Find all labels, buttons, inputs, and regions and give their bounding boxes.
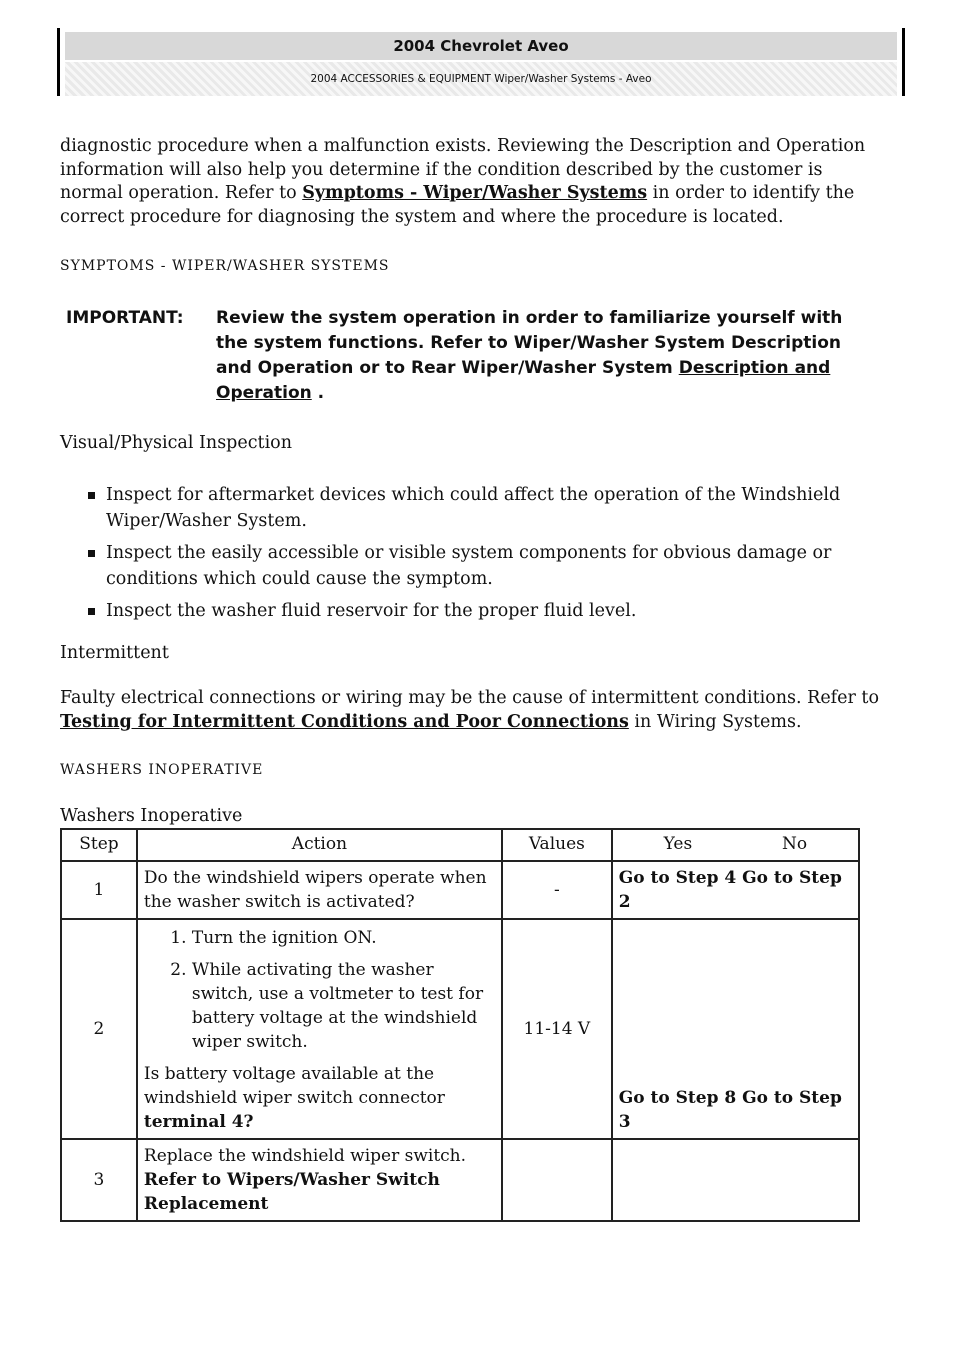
symptoms-heading: SYMPTOMS - WIPER/WASHER SYSTEMS (60, 258, 390, 274)
action-steps (144, 926, 495, 1054)
values-cell (502, 1139, 612, 1221)
action-cell (137, 919, 502, 1139)
header-step: Step (61, 829, 137, 861)
header-subtitle: 2004 ACCESSORIES & EQUIPMENT Wiper/Washer Systems - Aveo (65, 62, 897, 96)
bullet-icon (88, 608, 95, 615)
description-operation-link[interactable]: Description and Operation (216, 358, 831, 403)
list-item-text: Inspect for aftermarket devices which could affect the operation of the Windshield Wiper/Washer System. (106, 485, 841, 531)
header-action: Action (137, 829, 502, 861)
header-values: Values (502, 829, 612, 861)
action-cell (137, 1139, 502, 1221)
intermittent-text: Faulty electrical connections or wiring may be the cause of intermittent conditions. Refer to (60, 688, 880, 708)
step-number: 3 (61, 1139, 137, 1221)
testing-intermittent-link[interactable]: Testing for Intermittent Conditions and Poor Connections (60, 711, 629, 732)
important-label: IMPORTANT: (66, 308, 184, 328)
important-text (216, 306, 866, 406)
switch-replacement-link[interactable]: Refer to Wipers/Washer Switch Replacement (143, 1170, 440, 1214)
action-question-terminal: terminal 4? (143, 1112, 254, 1132)
inspection-list (60, 482, 880, 630)
list-item (60, 482, 880, 534)
values-cell: - (502, 861, 612, 919)
table-row (61, 1139, 859, 1221)
list-item (60, 598, 880, 624)
action-question: Is battery voltage available at the windshield wiper switch connector (143, 1064, 445, 1108)
intro-text: diagnostic procedure when a malfunction exists. Reviewing the Description and Operation information will also help you determine if the condition described by the customer is normal operation. Refer to (60, 136, 866, 203)
action-cell: Do the windshield wipers operate when the washer switch is activated? (137, 861, 502, 919)
intermittent-heading: Intermittent (60, 643, 169, 663)
diagnostic-table (60, 828, 860, 1222)
table-caption: Washers Inoperative (60, 806, 243, 826)
action-text: Replace the windshield wiper switch. (143, 1146, 467, 1166)
intro-paragraph (60, 135, 890, 229)
important-end: . (317, 383, 325, 403)
intro-text-end: in order to identify the correct procedure for diagnosing the system and where the procedure is located. (60, 183, 855, 227)
washers-inoperative-heading: WASHERS INOPERATIVE (60, 762, 264, 778)
list-item (60, 540, 880, 592)
header-no: No (781, 834, 808, 854)
result-link[interactable]: Go to Step 8 Go to Step 3 (612, 919, 859, 1139)
intermittent-end: in Wiring Systems. (628, 711, 802, 732)
action-step: 1. Turn the ignition ON. (192, 926, 495, 950)
header-left-rule (57, 28, 60, 96)
table-header-row (61, 829, 859, 861)
step-number: 1 (61, 861, 137, 919)
intermittent-paragraph (60, 687, 890, 734)
symptoms-link[interactable]: Symptoms - Wiper/Washer Systems (302, 183, 648, 203)
table-row (61, 861, 859, 919)
bullet-icon (88, 550, 95, 557)
visual-inspection-heading: Visual/Physical Inspection (60, 433, 292, 453)
page-header (57, 28, 905, 96)
header-title: 2004 Chevrolet Aveo (65, 32, 897, 60)
header-yes-no (612, 829, 859, 861)
step-number: 2 (61, 919, 137, 1139)
header-right-rule (902, 28, 905, 96)
result-cell (612, 1139, 859, 1221)
table-row (61, 919, 859, 1139)
important-body: Review the system operation in order to familiarize yourself with the system functions. Refer to Wiper/Washer System Description and Operation or to Rear Wiper/Washer System (216, 308, 843, 378)
list-item-text: Inspect the washer fluid reservoir for the proper fluid level. (106, 601, 637, 621)
header-yes: Yes (663, 834, 693, 854)
result-link[interactable]: Go to Step 4 Go to Step 2 (612, 861, 859, 919)
action-step: 2. While activating the washer switch, use a voltmeter to test for battery voltage at the windshield wiper switch. (192, 958, 495, 1054)
values-cell: 11-14 V (502, 919, 612, 1139)
bullet-icon (88, 492, 95, 499)
list-item-text: Inspect the easily accessible or visible system components for obvious damage or conditions which could cause the symptom. (106, 543, 832, 589)
